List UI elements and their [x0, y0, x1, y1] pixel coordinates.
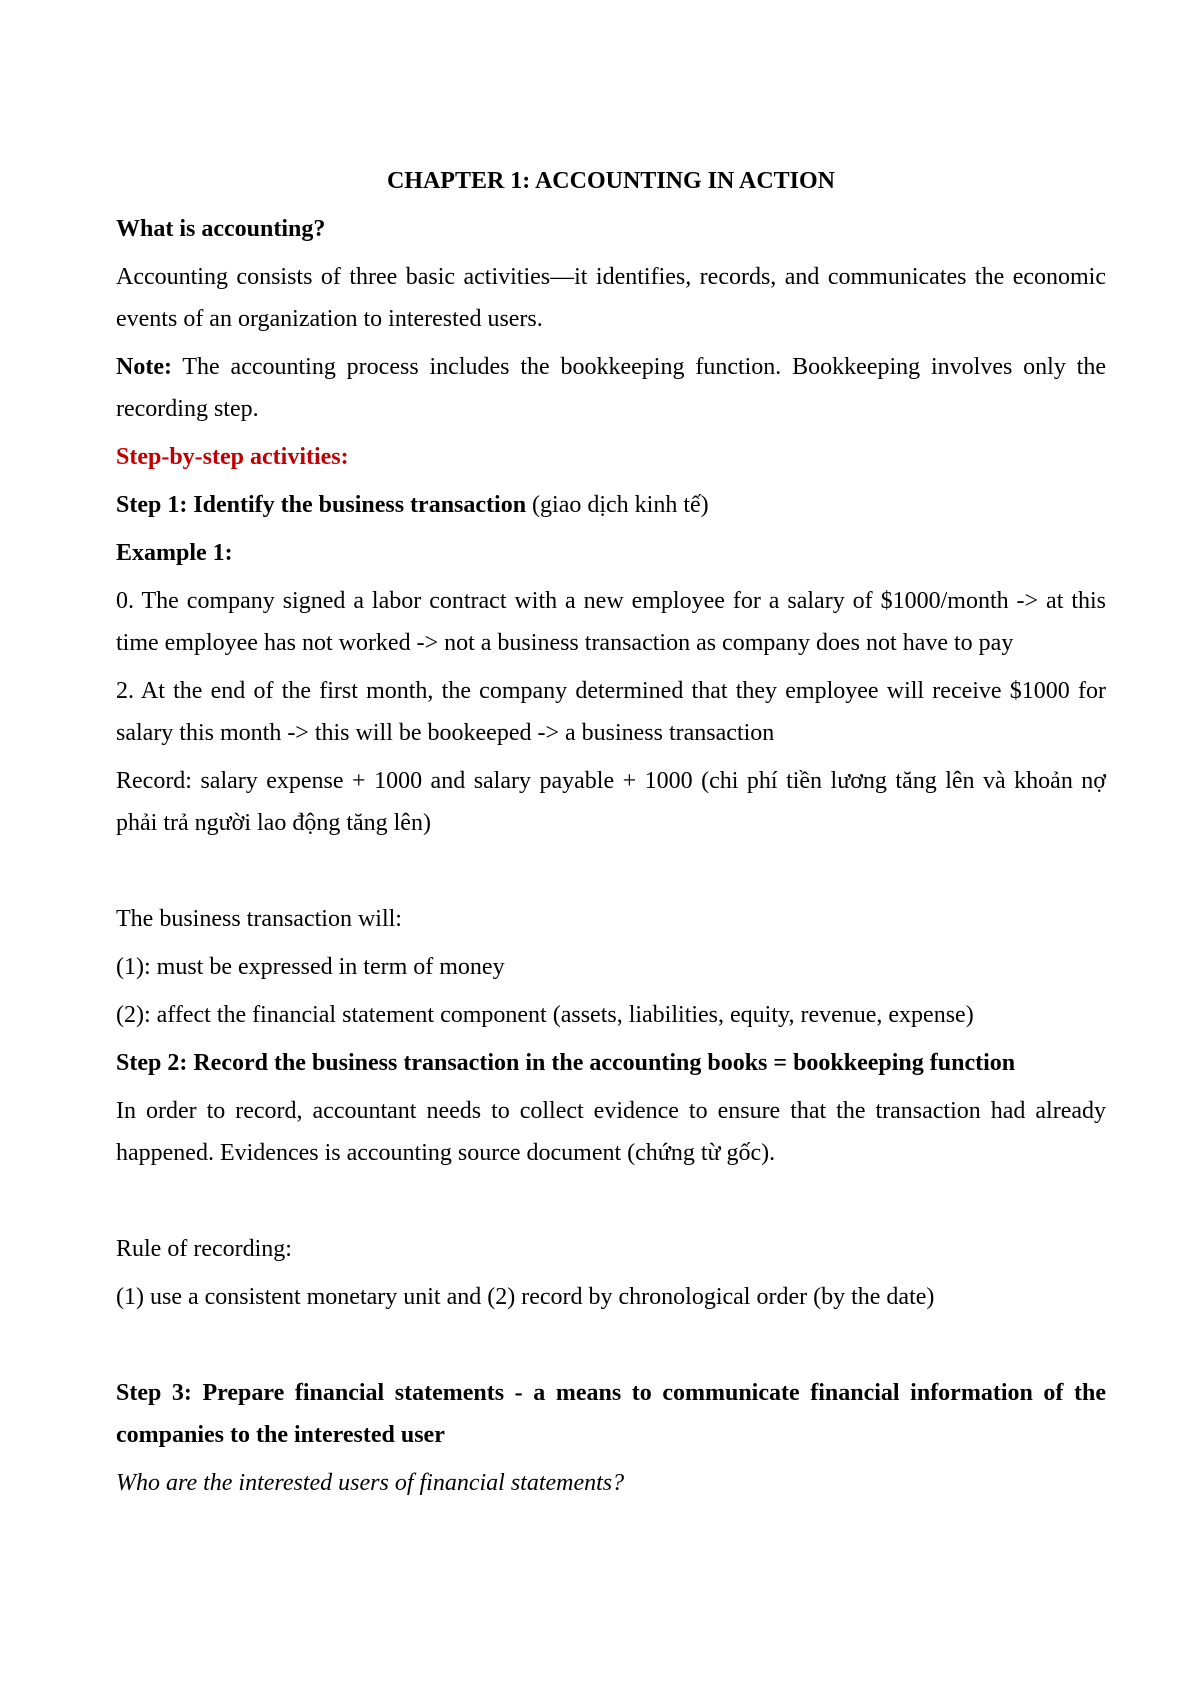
step1-bold: Step 1: Identify the business transaction [116, 492, 527, 518]
spacer [116, 850, 1106, 898]
document-page [116, 160, 1106, 1510]
chapter-title: CHAPTER 1: ACCOUNTING IN ACTION [386, 168, 836, 194]
rule-heading: Rule of recording: [116, 1236, 292, 1262]
users-question: Who are the interested users of financial statements? [116, 1470, 625, 1496]
transaction-condition-2: (2): affect the financial statement component (assets, liabilities, equity, revenue, expense) [116, 1002, 974, 1028]
note-label: Note: [116, 354, 172, 380]
example-heading: Example 1: [116, 540, 233, 566]
step2-heading: Step 2: Record the business transaction in the accounting books = bookkeeping function [116, 1050, 1016, 1076]
step1-heading [116, 484, 1106, 526]
step1-translation: (giao dịch kinh tế) [526, 492, 709, 518]
section-question: What is accounting? [116, 216, 326, 242]
step3-heading: Step 3: Prepare financial statements - a means to communicate financial information of the companies to the interested user [116, 1380, 1106, 1448]
spacer [116, 1180, 1106, 1228]
accounting-definition: Accounting consists of three basic activities—it identifies, records, and communicates the economic events of an organization to interested users. [116, 264, 1106, 332]
record-paragraph: Record: salary expense + 1000 and salary payable + 1000 (chi phí tiền lương tăng lên và khoản nợ phải trả người lao động tăng lên) [116, 768, 1106, 836]
spacer [116, 1324, 1106, 1372]
note-text: The accounting process includes the bookkeeping function. Bookkeeping involves only the recording step. [116, 354, 1106, 422]
transaction-will-heading: The business transaction will: [116, 906, 402, 932]
rule-text: (1) use a consistent monetary unit and (2) record by chronological order (by the date) [116, 1284, 935, 1310]
steps-heading: Step-by-step activities: [116, 444, 349, 470]
evidence-paragraph: In order to record, accountant needs to collect evidence to ensure that the transaction had already happened. Evidences is accounting source document (chứng từ gốc). [116, 1098, 1106, 1166]
transaction-condition-1: (1): must be expressed in term of money [116, 954, 505, 980]
example-item-2: 2. At the end of the first month, the company determined that they employee will receive $1000 for salary this month -> this will be bookeeped -> a business transaction [116, 678, 1106, 746]
note-paragraph [116, 346, 1106, 430]
example-item-0: 0. The company signed a labor contract with a new employee for a salary of $1000/month -> at this time employee has not worked -> not a business transaction as company does not have to pay [116, 588, 1106, 656]
